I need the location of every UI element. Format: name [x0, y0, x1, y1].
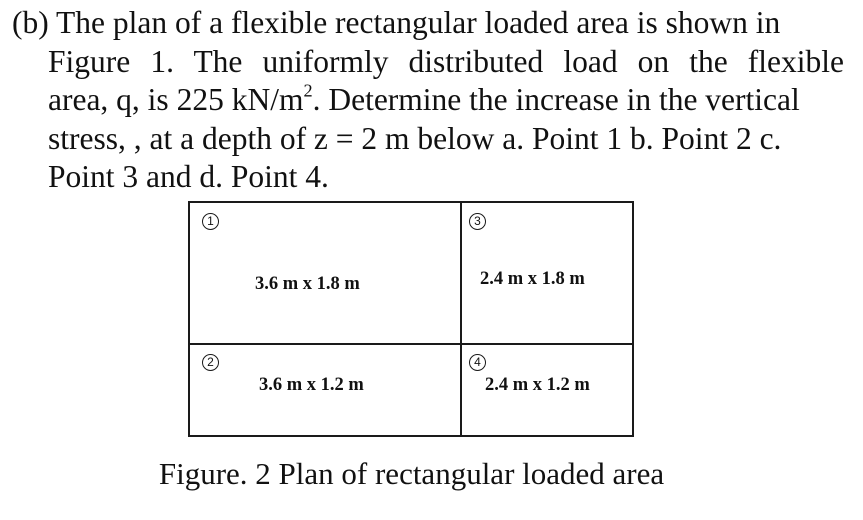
- question-line-5: Point 3 and d. Point 4.: [48, 159, 329, 195]
- vertical-divider: [460, 203, 462, 435]
- area-1-dimensions: 3.6 m x 1.8 m: [255, 274, 360, 294]
- unit-exponent: 2: [303, 80, 313, 101]
- question-line-3-start: area, q, is 225 kN/m: [48, 82, 304, 118]
- question-line-1: (b) The plan of a flexible rectangular loaded area is shown in: [12, 5, 781, 40]
- question-text: [12, 4, 844, 197]
- point-4-marker: 4: [469, 354, 486, 371]
- point-1-marker: 1: [202, 213, 219, 230]
- area-4-dimensions: 2.4 m x 1.2 m: [485, 375, 590, 395]
- area-3-dimensions: 2.4 m x 1.8 m: [480, 269, 585, 289]
- figure-caption: Figure. 2 Plan of rectangular loaded area: [158, 456, 665, 491]
- plan-figure: [188, 201, 634, 437]
- point-3-marker: 3: [469, 213, 486, 230]
- question-line-3-end: . Determine the increase in the vertical: [312, 82, 800, 118]
- horizontal-divider: [190, 343, 632, 345]
- area-2-dimensions: 3.6 m x 1.2 m: [259, 375, 364, 395]
- question-line-3: [12, 81, 844, 120]
- point-2-marker: 2: [202, 354, 219, 371]
- question-line-4: stress, , at a depth of z = 2 m below a. Point 1 b. Point 2 c.: [48, 120, 782, 156]
- question-line-2: Figure 1. The uniformly distributed load on the flexible: [48, 43, 844, 79]
